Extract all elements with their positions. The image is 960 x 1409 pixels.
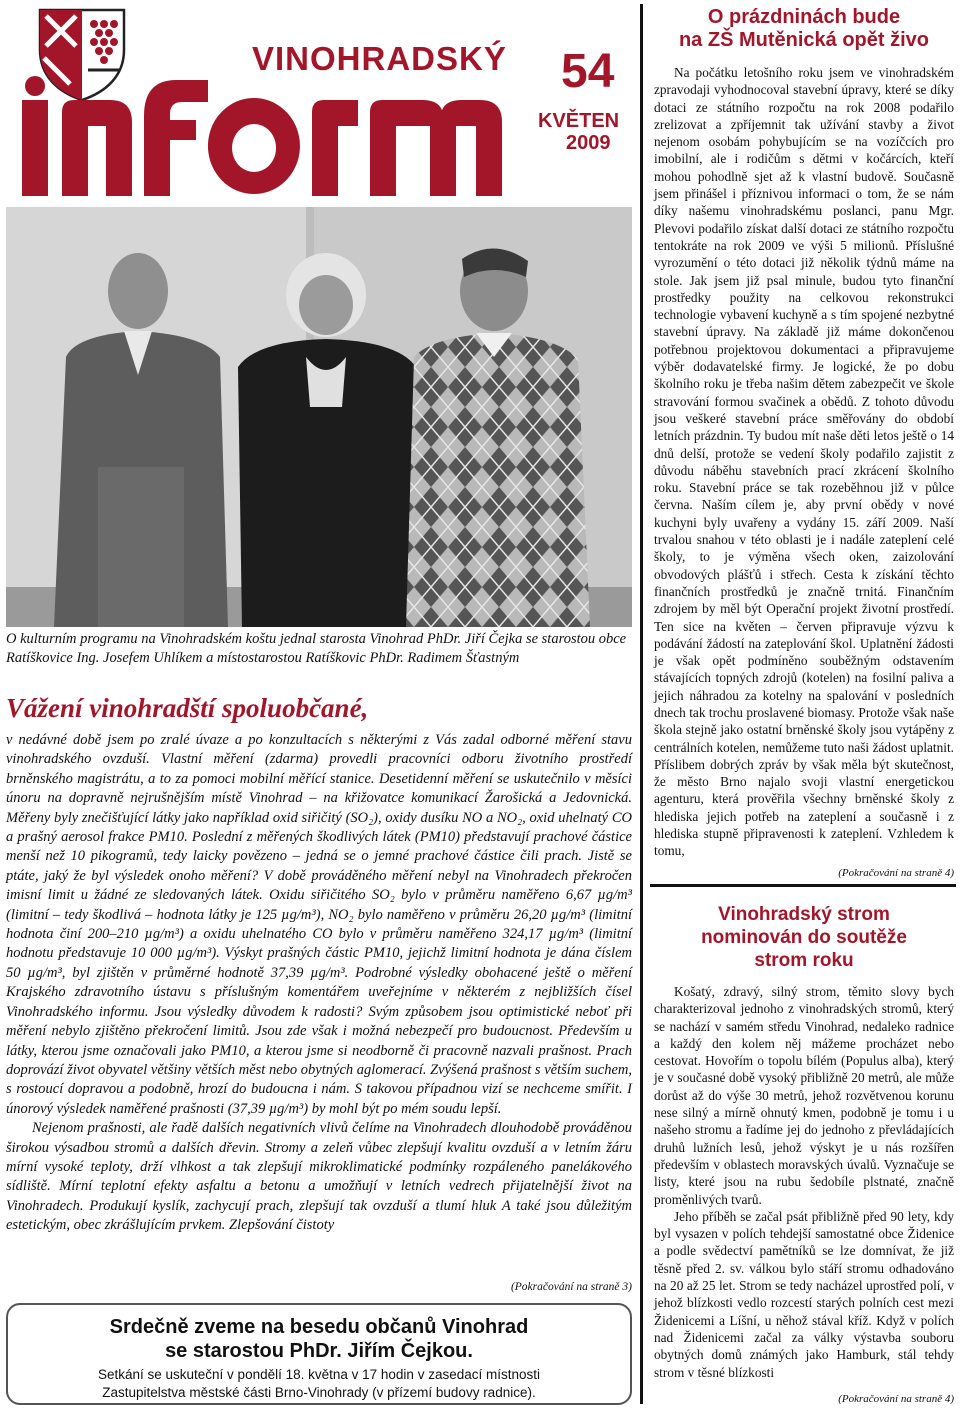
- photo-three-men: [6, 207, 632, 627]
- invitation-details: [8, 1366, 630, 1402]
- tree-article-title-line: strom roku: [754, 950, 854, 971]
- tree-article-paragraph: Jeho příběh se začal psát přibližně před 90 lety, kdy byl vysazen v polích tehdejší samostatné obce Židenice a podle svědectví pamětníků se lze domnívat, že již těsně před 2. sv. válkou bylo stáří stromu odhadováno na 20 až 25 let. Strom se tedy nacházel uprostřed polí, v jehož blízkosti vedlo rozcestí starých polních cest mezi Židenicemi a Líšní, u něhož stával kříž. Když v polích nad Židenicemi začal za války výstavba souboru obytných domů známých jako Hamburk, stál tehdy strom v těsné blízkosti: [654, 1208, 954, 1380]
- main-article-title: Vážení vinohradští spoluobčané,: [6, 693, 369, 723]
- invitation-headline-line: Srdečně zveme na besedu občanů Vinohrad: [109, 1316, 529, 1338]
- school-article-title: [652, 6, 956, 52]
- svg-text:inform: inform: [10, 76, 13, 77]
- tree-article-body: [654, 983, 954, 1381]
- masthead-brand-top: VINOHRADSKÝ: [252, 40, 507, 77]
- invitation-headline-line: se starostou PhDr. Jiřím Čejkou.: [165, 1340, 473, 1362]
- tree-article-title-line: Vinohradský strom: [718, 904, 890, 925]
- school-article-continued: (Pokračování na straně 4): [838, 867, 954, 879]
- invitation-details-line: Setkání se uskuteční v pondělí 18. května v 17 hodin v zasedací místnosti: [97, 1367, 540, 1382]
- column-divider: [640, 4, 643, 1404]
- main-article-continued: (Pokračování na straně 3): [510, 1281, 632, 1293]
- masthead-logo: [10, 76, 510, 201]
- invitation-details-line: Zastupitelstva městské části Brno-Vinohrady (v přízemí budovy radnice).: [102, 1385, 536, 1400]
- photo-caption: O kulturním programu na Vinohradském koštu jednal starosta Vinohrad PhDr. Jiří Čejka se starostou obce Ratíškovice Ing. Josefem Uhlíkem a místostarostou Ratíškovic PhDr. Radimem Šťastným: [6, 631, 627, 666]
- main-article-paragraph: v nedávné době jsem po zralé úvaze a po konzultacích s některými z Vás zadal odborné měření stavu vinohradského ovzduší. Vlastní měření (zdarma) provedli pracovníci odboru životního prostředí brněnského magistrátu, a to za pomoci mobilní měřící stanice. Desetidenní měření se uskutečnilo v měsíci únoru na dopravně nejrušnějším místě Vinohrad – na křižovatce komunikací Žarošická a Jedovnická. Měřeny byly znečišťující látky jako například oxid siřičitý (SO₂), oxidy dusíku NO a NO₂, oxid uhelnatý CO a prašný aerosol frakce PM10. Poslední z měřených škodlivých látek (PM10) představují prachové částice menší než 10 pikogramů, tedy laicky povězeno – jedná se o jemné prachové částice čili prach. Jistě se ptáte, jaký že byl výsledek onoho měření? V době prováděného měření nebyl na Vinohradech překročen imisní limit u žádné ze sledovaných látek. Oxidu siřičitého SO₂ bylo v průměru naměřeno 6,67 µg/m³ (limitní – tedy škodlivá – hodnota látky je 125 µg/m³), NO₂ bylo naměřeno v průměru 26,20 µg/m³ (limitní hodnota činí 200–210 µg/m³) a oxidu uhelnatého CO bylo v průměru naměřeno 324,17 µg/m³ (limitní hodnotu představuje 10 000 µg/m³). Výskyt prašných částic PM10, jejichž limitní hodnota je dána číslem 50 µg/m³, byl zjištěn v průměrné hodnotě 37,39 µg/m³. Podrobné výsledky obohacené ještě o měření Krajského zdravotního ústavu s příslušným komentářem uveřejníme v některém z nejbližších čísel Vinohradského informu. Jsou výsledky důvodem k radosti? Svým způsobem jsou optimistické neboť při měření nebylo zjištěno překročení limitů. Jsou zde však i možná nebezpečí pro budoucnost. Především u látky, kterou jsme označovali jako PM10, a kterou jsme si neodborně či pracovně nazvali prašnost. Prach doprovází život obyvatel většiny větších měst nebo obytných aglomerací. Zvýšená prašnost s větším suchem, s rostoucí dopravou a podobně, hrozí do budoucna i nám. S takovou případnou vizí se nechceme smířit. I únorový výsledek naměřené prašnosti (37,39 µg/m³) by mohl být po mém soudu lepší.: [6, 732, 632, 1117]
- masthead: [6, 4, 636, 204]
- school-article-body: [654, 64, 954, 860]
- school-article-title-line: O prázdninách bude: [707, 6, 901, 28]
- tree-article-paragraph: Košatý, zdravý, silný strom, těmito slovy bych charakterizoval jednoho z vinohradských stromů, který se nachází v samém středu Vinohrad, nedaleko radnice a každý den kolem něj mážeme procházet nebo cestovat. Hovořím o topolu bílém (Populus alba), který je v současné době vysoký přibližně 20 metrů, ale může dorůst až do výše 30 metrů, jehož rozvětvenou korunu nese silný a mírně ohnutý kmen, podobně je tomu i u našeho stromu a řadíme jej do jednoho z převládajících druhů lužních lesů, jehož výskyt je u nás rozšířen především v oblastech moravských úvalů. Vyznačuje se listy, které jsou na rubu šedobíle plstnaté, značně proměnlivých tvarů.: [654, 984, 954, 1207]
- cover-photo: [6, 207, 632, 627]
- invitation-box: [6, 1303, 632, 1405]
- issue-month: KVĚTEN: [538, 110, 620, 132]
- school-article-title-line: na ZŠ Mutěnická opět živo: [678, 29, 930, 51]
- main-article-body: [6, 731, 632, 1236]
- section-rule: [650, 884, 956, 887]
- tree-article-title: [652, 903, 956, 972]
- invitation-headline: [8, 1315, 630, 1363]
- school-article-paragraph: Na počátku letošního roku jsem ve vinohradském zpravodaji vyhodnocoval stavební úpravy, které se díky dotaci ze státního rozpočtu na rok 2008 podařilo zrelizovat a zpříjemnit tak užívání stavby a život nejenom osobám pohybujícím se na vozíčcích pro imobilní, ale i rodičům s dětmi v kočárcích, kteří mohou pohodlně sjet až k vlastní budově. Současně jsem přinášel i příznivou informaci o tom, že se nám díky našemu vinohradskému poslanci, panu Mgr. Plevovi podařilo získat další dotaci ze státního rozpočtu tentokráte na rok 2009 ve výši 5 milionů. Příslušné vyrozumění o této dotaci již několik týdnů máme na stole. Jak jsem již psal minule, budou tyto finanční prostředky použity na celkovou rekonstrukci technologie vybavení kuchyně a s tím spojené nezbytné stavební úpravy. Na základě již máme dokončenou potřebnou projektovou dokumentaci a připravujeme výběr dodavatelské firmy. Je logické, že po dobu školního roku je třeba našim dětem zabezpečit ve škole stravování formou svačinek a obědů. Z tohoto důvodu jsou veškeré stavební práce směřovány do období letních prázdnin. Ty budou mít naše děti letos ještě o 14 dnů delší, protože se vedení školy podařilo zajistit z důvodu náběhu stavebních prací zkrácení školního roku. Stavební práce se tak rozeběhnou již v půlce června. Naším cílem je, aby první obědy v nové kuchyni byly uvařeny a vydány 15. září 2009. Naší trvalou snahou v této oblasti je i nadále zateplení celé školy, to je výměna všech oken, zaizolování obvodových plášťů i střech. Cesta k získání těchto finančních prostředků je značně trnitá. Finančním zdrojem by měl být Operační projekt životní prostředí. Ten sice na květen – červen připravuje výzvu k podávání žádostí na zateplování škol. Uplatnění žádosti je však opět podmíněno souběžným odstavením stávajících topných zdrojů (kotelen) na fosilní paliva a jejich náhradou za kotelny na spalování v posledních dnech tak trochu proslavené biomasy. Protože však naše škola stejně jako ostatní brněnské školy jsou vytápěny z centrálních kotelen, nemůžeme tuto naši žádost uplatnit. Příslibem dobrých zpráv by však měla být skutečnost, že město Brno najalo svoji vlastní energetickou agenturu, která prověřila všechny brněnské školy z hlediska jejich potřeb na zateplení a současně i z hlediska stupně připravenosti k zateplení. Vzhledem k tomu,: [654, 65, 954, 859]
- main-article-paragraph: Nejenom prašnosti, ale řadě dalších negativních vlivů čelíme na Vinohradech dlouhodobě prováděnou širokou výsadbou stromů a dalších dřevin. Stromy a zeleň vůbec zlepšují kvalitu ovzduší a v letním žáru mírní vysoké teploty, drží vlhkost a tak zlepšují mikroklimatické podmínky rozpáleného panelákového sídliště. Mírní teplotní efekty asfaltu a betonu a umožňují v letních vedrech přijatelnější život na Vinohradech. Produkují kyslík, zachycují prach, zlepšují tak ovzduší a tlumí hluk A také jsou důležitým estetickým, obec zkrášlujícím prvkem. Zlepšování čistoty: [6, 1120, 632, 1234]
- issue-number: 54: [561, 45, 615, 98]
- issue-year: 2009: [566, 132, 611, 154]
- tree-article-title-line: nominován do soutěže: [701, 927, 907, 948]
- tree-article-continued: (Pokračování na straně 4): [838, 1393, 954, 1405]
